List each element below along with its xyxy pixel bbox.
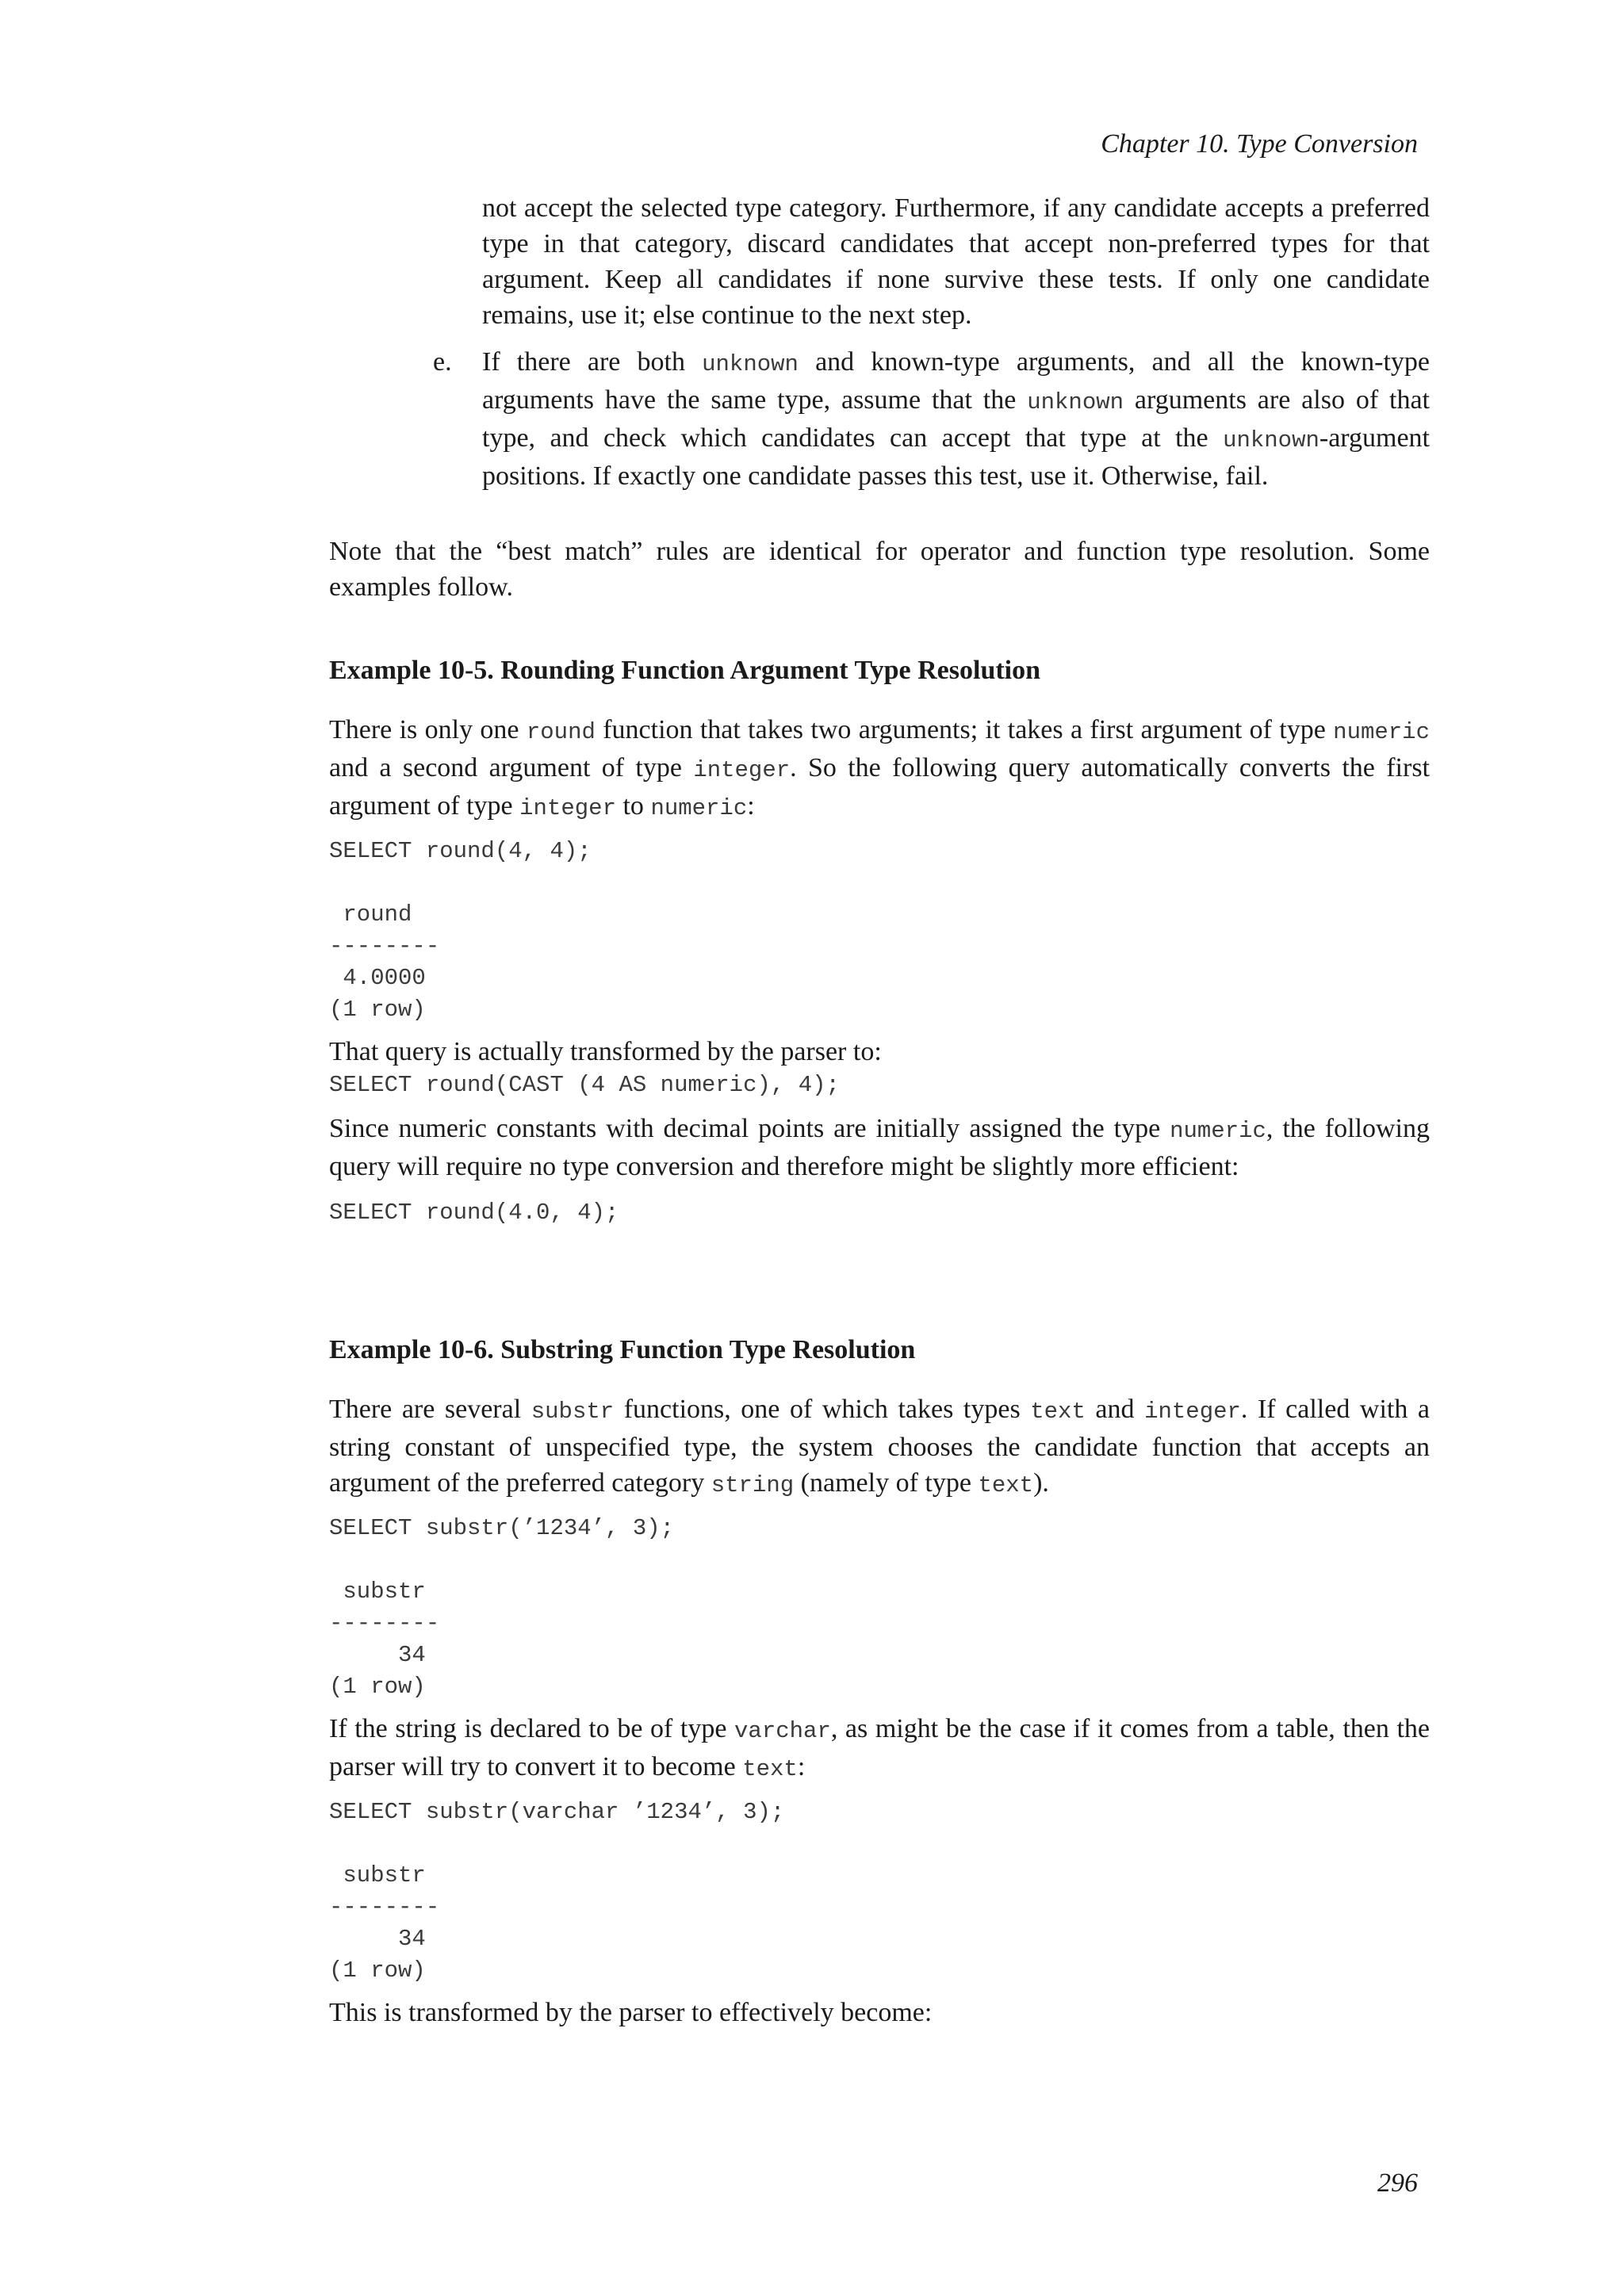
code-block: SELECT round(4, 4); round -------- 4.0000 (1 row) <box>329 838 592 1023</box>
text-run: and known-type arguments, and all the known-type arguments have the same type, assume that the <box>482 347 1430 415</box>
text-run: functions, one of which takes types <box>614 1395 1031 1424</box>
code-block: SELECT round(4.0, 4); <box>329 1200 619 1226</box>
example-paragraph <box>329 1711 1430 1787</box>
example-paragraph: That query is actually transformed by the parser to: <box>329 1037 882 1066</box>
inline-code: unknown <box>1027 389 1124 415</box>
text-run: There is only one <box>329 715 527 744</box>
text-run: Since numeric constants with decimal points are initially assigned the type <box>329 1114 1170 1143</box>
inline-code: round <box>526 719 596 745</box>
text-run: and a second argument of type <box>329 753 694 783</box>
code-block: SELECT substr(varchar ’1234’, 3); substr -------- 34 (1 row) <box>329 1799 785 1984</box>
inline-code: integer <box>1144 1399 1241 1425</box>
text-run: If there are both <box>482 347 703 377</box>
inline-code: string <box>710 1472 795 1498</box>
text-run: , the following query will require no type conversion and therefore might be slightly more efficient: <box>329 1114 1430 1181</box>
inline-code: numeric <box>1170 1118 1266 1144</box>
text-run: . So the following query automatically converts the first argument of type <box>329 753 1430 821</box>
page-number: 296 <box>1377 2168 1418 2198</box>
inline-code: text <box>742 1756 798 1782</box>
running-header: Chapter 10. Type Conversion <box>1101 129 1418 159</box>
example-paragraph <box>329 1111 1430 1184</box>
example-paragraph <box>329 712 1430 826</box>
list-marker: e. <box>433 347 452 377</box>
inline-code: substr <box>530 1399 615 1425</box>
text-run: ). <box>1033 1468 1049 1498</box>
code-block: SELECT substr(’1234’, 3); substr -------- 34 (1 row) <box>329 1515 675 1700</box>
page-content <box>329 190 1430 2030</box>
text-run: function that takes two arguments; it takes a first argument of type <box>595 715 1334 744</box>
inline-code: varchar <box>734 1718 831 1744</box>
text-run: : <box>797 1752 806 1781</box>
text-run: There are several <box>329 1395 531 1424</box>
example-title: Example 10-5. Rounding Function Argument Type Resolution <box>329 656 1041 685</box>
example-paragraph: This is transformed by the parser to effectively become: <box>329 1998 933 2027</box>
inline-code: text <box>978 1472 1034 1498</box>
text-run: : <box>747 791 755 821</box>
inline-code: unknown <box>1223 427 1320 453</box>
code-block: SELECT round(CAST (4 AS numeric), 4); <box>329 1072 840 1098</box>
note-paragraph: Note that the “best match” rules are identical for operator and function type resolution. Some examples follow. <box>329 537 1430 602</box>
text-run: . If called with a string constant of unspecified type, the system chooses the candidate function that accepts an argument of the preferred category <box>329 1395 1431 1498</box>
text-run: arguments are also of that type, and check which candidates can accept that type at the <box>482 385 1430 453</box>
continuation-paragraph: not accept the selected type category. Furthermore, if any candidate accepts a preferred type in that category, discard candidates that accept non-preferred types for that argument. Keep all candidates if none survive these tests. If only one candidate remains, use it; else continue to the next step. <box>482 193 1430 330</box>
text-run: and <box>1085 1395 1145 1424</box>
list-item-e <box>433 344 1430 494</box>
text-run: (namely of type <box>794 1468 979 1498</box>
example-paragraph <box>329 1391 1430 1503</box>
inline-code: integer <box>519 795 616 821</box>
text-run: -argument positions. If exactly one candidate passes this test, use it. Otherwise, fail. <box>482 423 1430 491</box>
text-run: , as might be the case if it comes from a table, then the parser will try to convert it to become <box>329 1714 1430 1781</box>
inline-code: text <box>1030 1399 1086 1425</box>
inline-code: integer <box>693 757 791 783</box>
inline-code: unknown <box>702 351 799 377</box>
text-run: If the string is declared to be of type <box>329 1714 735 1743</box>
inline-code: numeric <box>650 795 748 821</box>
example-title: Example 10-6. Substring Function Type Resolution <box>329 1335 916 1364</box>
text-run: to <box>615 791 651 821</box>
inline-code: numeric <box>1333 719 1430 745</box>
